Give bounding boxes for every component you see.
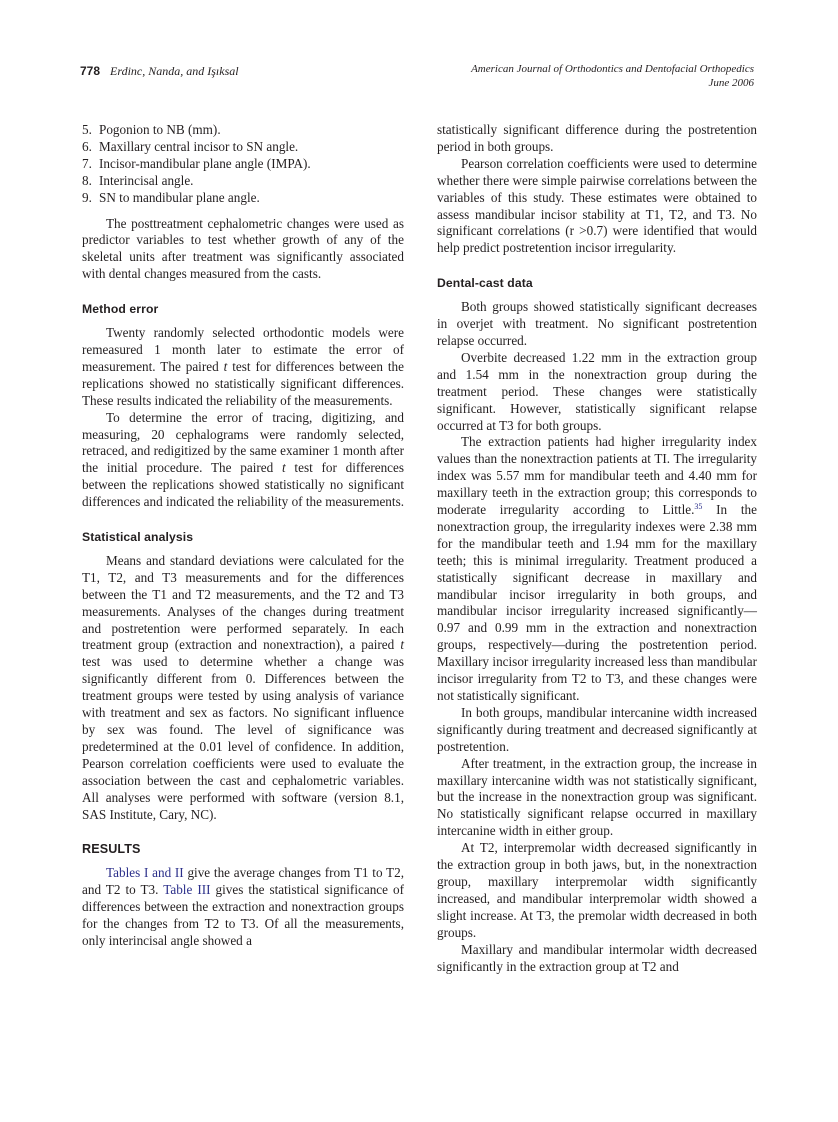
- issue-date: June 2006: [708, 77, 754, 89]
- list-item: 9. SN to mandibular plane angle.: [82, 189, 260, 205]
- paragraph-results: Tables I and II give the average changes from T1 to T2, and T2 to T3. Table III gives the statistical significance of differences between the extraction and nonextraction groups for the changes from T2 to T3. Of all the measurements, only interincisal angle showed a: [82, 865, 404, 948]
- link-table-3[interactable]: Table III: [163, 882, 211, 898]
- section-heading-dental-cast: Dental-cast data: [437, 276, 533, 291]
- paragraph-statistical-analysis: Means and standard deviations were calculated for the T1, T2, and T3 measurements and for the differences between the T1 and T2 measurements, and the T2 and T3 measurements. Analyses of the changes during treatment and postretention were performed separately. In each treatment group (extraction and nonextraction), a paired t test was used to determine whether a change was significantly different from 0. Differences between the treatment groups were tested by using analysis of variance with treatment and sex as factors. No significant influence by sex was found. The level of significance was predetermined at the 0.01 level of confidence. In addition, Pearson correlation coefficients were used to evaluate the association between the cast and cephalometric variables. All analyses were performed with software (version 8.1, SAS Institute, Cary, NC).: [82, 552, 404, 822]
- paragraph-overbite: Overbite decreased 1.22 mm in the extraction group and 1.54 mm in the nonextraction group during the treatment period. These changes were statistically significant. However, statistically significant relapse occurred at T3 for both groups.: [437, 349, 757, 433]
- list-item: 7. Incisor-mandibular plane angle (IMPA).: [82, 155, 311, 171]
- page-number: 778: [80, 64, 101, 78]
- paragraph-method-error-1: Twenty randomly selected orthodontic models were remeasured 1 month later to estimate the error of measurement. The paired t test for differences between the replications showed no statistically significant differences. These results indicated the reliability of the measurements.: [82, 325, 404, 408]
- link-tables-1-2[interactable]: Tables I and II: [106, 865, 184, 881]
- paragraph-method-error-2: To determine the error of tracing, digitizing, and measuring, 20 cephalograms were randomly selected, retraced, and redigitized by the same examiner 1 month after the initial procedure. The paired t test for differences between the replications showed statistically no significant differences and indicated the reliability of the measurements.: [82, 409, 404, 510]
- paragraph-irregularity: The extraction patients had higher irregularity index values than the nonextraction patients at TI. The irregularity index was 5.57 mm for mandibular teeth and 4.40 mm for maxillary teeth in the extraction group; this corresponds to moderate irregularity according to Little.$^{35}$ In the nonextraction group, the irregularity indexes were 2.38 mm for the mandibular teeth and 1.94 mm for the maxillary teeth; this is minimal irregularity. Treatment produced a statistically significant decrease in maxillary and mandibular incisor irregularity in both groups, and mandibular incisor irregularity increased significantly—0.97 and 0.99 mm in the extraction and nonextraction groups, respectively—during the postretention period. Maxillary incisor irregularity increased less than mandibular incisor irregularity from T2 to T3, and these changes were not statistically significant.: [437, 434, 757, 703]
- left-column: [82, 122, 404, 950]
- section-heading-results: RESULTS: [82, 842, 141, 857]
- journal-info: [471, 62, 754, 90]
- section-heading-method-error: Method error: [82, 302, 159, 317]
- paragraph-predictor-variables: The posttreatment cephalometric changes were used as predictor variables to test whether growth of any of the skeletal units after treatment was significantly associated with dental changes measured from the casts.: [82, 215, 404, 282]
- measurement-list: [82, 122, 404, 207]
- running-authors: Erdinc, Nanda, and Işıksal: [110, 64, 239, 78]
- journal-title: American Journal of Orthodontics and Dentofacial Orthopedics: [471, 63, 754, 75]
- paragraph-pearson: Pearson correlation coefficients were used to determine whether there were simple pairwise correlations between the variables of this study. These estimates were obtained to assess mandibular incisor stability at T1, T2, and T3. No significant correlations (r >0.7) were identified that would help predict postretention incisor irregularity.: [437, 155, 757, 256]
- section-heading-statistical-analysis: Statistical analysis: [82, 530, 194, 545]
- paragraph-mandibular-intercanine: In both groups, mandibular intercanine width increased significantly during treatment and decreased significantly at postretention.: [437, 704, 757, 754]
- list-item: 8. Interincisal angle.: [82, 172, 194, 188]
- paragraph-overjet: Both groups showed statistically significant decreases in overjet with treatment. No significant postretention relapse occurred.: [437, 299, 757, 348]
- paragraph-intermolar: Maxillary and mandibular intermolar width decreased significantly in the extraction group at T2 and: [437, 941, 757, 974]
- paragraph-continuation: statistically significant difference during the postretention period in both groups.: [437, 122, 757, 154]
- list-item: 5. Pogonion to NB (mm).: [82, 122, 221, 137]
- reference-35[interactable]: 35: [694, 502, 703, 512]
- right-column: [437, 122, 757, 975]
- list-item: 6. Maxillary central incisor to SN angle.: [82, 138, 299, 154]
- running-header: [80, 62, 754, 102]
- paragraph-interpremolar: At T2, interpremolar width decreased significantly in the extraction group in both jaws, but, in the nonextraction group, maxillary interpremolar width significantly increased, and mandibular interpremolar width showed a slight increase. At T3, the premolar width decreased in both groups.: [437, 840, 757, 940]
- paragraph-maxillary-intercanine: After treatment, in the extraction group, the increase in maxillary intercanine width was not statistically significant, but the increase in the nonextraction group was significant. No statistically significant relapse occurred in maxillary intercanine width in either group.: [437, 755, 757, 839]
